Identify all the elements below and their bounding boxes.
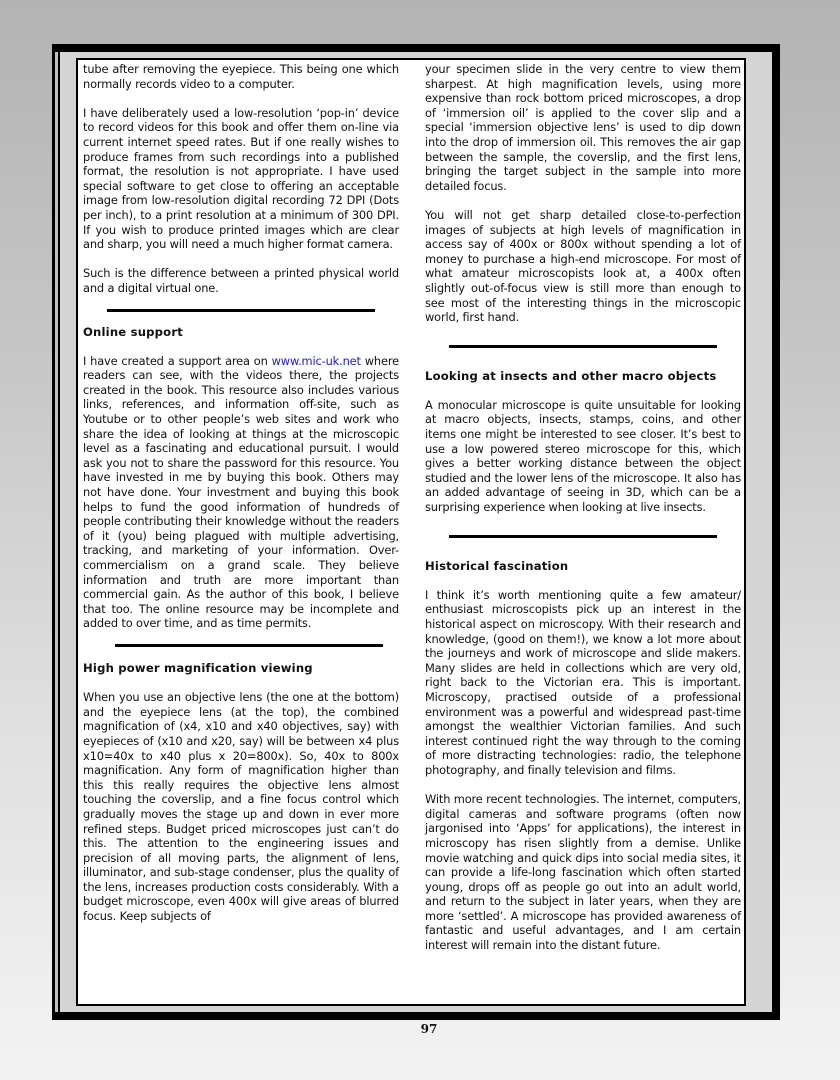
section-divider: [83, 631, 399, 661]
paragraph: A monocular microscope is quite unsuitable for looking at macro objects, insects, stamps, coins, and other items one might be interested to see closer. It’s best to use a low powered stereo microscope for this, which gives a better working distance between the object studied and the lower lens of the microscope. It also has an added advantage of seeing in 3D, which can be a surprising experience when looking at live insects.: [425, 397, 741, 515]
paragraph: Such is the difference between a printed physical world and a digital virtual one.: [83, 266, 399, 295]
support-site-link[interactable]: www.mic-uk.net: [271, 353, 361, 368]
paragraph: your specimen slide in the very centre to view them sharpest. At high magnification levels, using more expensive than rock bottom priced microscopes, a drop of ‘immersion oil’ is applied to the cover slip and a special ‘immersion objective lens’ is used to dip down into the drop of immersion oil. This removes the air gap between the sample, the coverslip, and the first lens, bringing the target subject in the sample into more detailed focus.: [425, 62, 741, 193]
section-heading-insects: Looking at insects and other macro objects: [425, 368, 717, 383]
paragraph: tube after removing the eyepiece. This being one which normally records video to a computer.: [83, 62, 399, 91]
page-number: 97: [420, 1022, 438, 1036]
paragraph: When you use an objective lens (the one at the bottom) and the eyepiece lens (at the top), the combined magnification of (x4, x10 and x40 objectives, say) with eyepieces of (x10 and x20, say) will be between x4 plus x10=40x to x40 plus x 20=800x). So, 40x to 800x magnification. Any form of magnification higher than this this really requires the objective lens almost touching the coverslip, and a fine focus control which gradually moves the stage up and down in ever more refined steps. Budget priced microscopes just can’t do this. The attention to the engineering issues and precision of all moving parts, the alignment of lens, illuminator, and sub-stage condenser, plus the quality of the lens, increases production costs considerably. With a budget microscope, even 400x will give areas of blurred focus. Keep subjects of: [83, 690, 399, 924]
content-panel: [76, 58, 746, 1006]
section-divider: [83, 296, 399, 325]
frame-double-line: [55, 52, 58, 1012]
left-column: [83, 62, 399, 924]
paragraph: I think it’s worth mentioning quite a few amateur/ enthusiast microscopists pick up an interest in the historical aspect on microscopy. With their research and knowledge, (good on them!), we know a lot more about the journeys and work of microscope and slide makers. Many slides are held in collections which are very old, right back to the Victorian era. This is important. Microscopy, practised outside of a professional environment was a powerful and widespread past-time amongst the wealthier Victorian families. And such interest continued right the way through to the coming of more distracting technologies: radio, the telephone photography, and finally television and films.: [425, 587, 741, 777]
paragraph: I have created a support area on www.mic-uk.net where readers can see, with the videos there, the projects created in the book. This resource also includes various links, references, and information off-site, such as Youtube or to other people’s web sites and work who share the idea of looking at things at the microscopic level as a fascinating and educational pursuit. I would ask you not to share the password for this resource. You have invested in me by buying this book. Others may not have done. Your investment and buying this book helps to fund the good information of hundreds of people contributing their knowledge without the readers of it (you) being plagued with multiple advertising, tracking, and marketing of your information. Over-commercialism on a grand scale. They believe information and truth are more important than commercial gain. As the author of this book, I believe that too. The online resource may be incomplete and added to over time, and as time permits.: [83, 353, 399, 631]
section-heading-online-support: Online support: [83, 324, 183, 339]
paragraph: With more recent technologies. The internet, computers, digital cameras and software programs (often now jargonised into ‘Apps’ for applications), the interest in microscopy has risen slightly from a demise. Unlike movie watching and quick dips into social media sites, it can provide a life-long fascination which often started young, drops off as people go out into an adult world, and return to the subject in later years, when they are more ‘settled’. A microscope has provided awareness of fantastic and useful advantages, and I am certain interest will remain into the distant future.: [425, 792, 741, 953]
section-divider: [425, 515, 741, 559]
section-heading-historical: Historical fascination: [425, 558, 569, 573]
paragraph: You will not get sharp detailed close-to-perfection images of subjects at high levels of magnification in access say of 400x or 800x without spending a lot of money to purchase a high-end microscope. For most of what amateur microscopists look at, a 400x often slightly out-of-focus view is still more than enough to see most of the interesting things in the microscopic world, first hand.: [425, 207, 741, 325]
right-column: [425, 62, 741, 953]
section-divider: [425, 325, 741, 369]
section-heading-high-power: High power magnification viewing: [83, 660, 313, 675]
paragraph: I have deliberately used a low-resolution ‘pop-in’ device to record videos for this book and offer them on-line via current internet speed rates. But if one really wishes to produce frames from such recordings into a published format, the resolution is not appropriate. I have used special software to get close to offering an acceptable image from low-resolution digital recording 72 DPI (Dots per inch), to a print resolution at a minimum of 300 DPI. If you wish to produce printed images which are clear and sharp, you will need a much higher format camera.: [83, 105, 399, 252]
